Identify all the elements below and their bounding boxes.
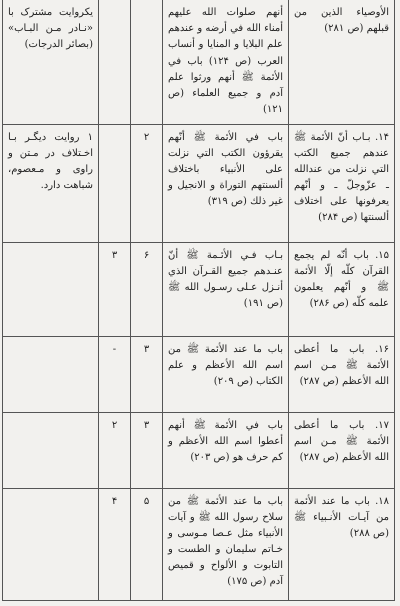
chapter-title-cell: ۱۵. باب أنّه لم يجمع القرآن كلّه إلّا الأئمة ﷺ و أنّهم يعلمون علمه كلّه (ص ۲۸۶) <box>289 242 395 336</box>
note-cell: یکروایت مشترک با «نـادر مـن البـاب» (بصائر الدرجات) <box>3 0 99 124</box>
count-cell: ۳ <box>131 336 163 412</box>
count2-cell <box>99 124 131 242</box>
count2-cell: ۲ <box>99 412 131 488</box>
comparison-table <box>2 0 395 601</box>
table-row <box>3 242 395 336</box>
content-cell: باب ما عند الأئمة ﷺ من سلاح رسول الله ﷺ و آيات الأنبياء مثل عـصا مـوسى و خـاتم سليمان و الطست و التابوت و الألواح و قميص آدم (ص ۱۷۵) <box>163 488 289 600</box>
content-cell: أنهم صلوات الله عليهم أمناء الله في أرضه و عندهم علم البلايا و المنايا و أنساب العرب (ص ۱۲۴) باب في الأئمة ﷺ أنهم ورثوا علم آدم و جميع العلماء (ص ۱۲۱) <box>163 0 289 124</box>
count2-cell: ۴ <box>99 488 131 600</box>
count-cell: ۳ <box>131 412 163 488</box>
chapter-title-cell: ۱۴. بـاب أنّ الأئمة ﷺ عندهم جميع الكتب التي نزلت من عندالله ـ عزّوجلّ ـ و أنّهم يعرفونها على اختلاف ألسنتها (ص ۲۸۴) <box>289 124 395 242</box>
count-cell: ۶ <box>131 242 163 336</box>
chapter-title-cell: ۱۸. باب ما عند الأئمة من آيـات الأنـبياء ﷺ (ص ۲۸۸) <box>289 488 395 600</box>
note-cell <box>3 488 99 600</box>
chapter-title-cell: ۱۷. باب ما أعطى الأئمة ﷺ مـن اسم الله الأعظم (ص ۲۸۷) <box>289 412 395 488</box>
content-cell: بـاب فـي الأئـمة ﷺ أنّ عنـدهم جميع القـرآن الذي أنـزل عـلى رسـول الله ﷺ (ص ۱۹۱) <box>163 242 289 336</box>
table-row <box>3 488 395 600</box>
count2-cell <box>99 0 131 124</box>
table-row <box>3 124 395 242</box>
table-row <box>3 0 395 124</box>
count-cell <box>131 0 163 124</box>
note-cell <box>3 336 99 412</box>
count-cell: ۵ <box>131 488 163 600</box>
content-cell: باب في الأئمة ﷺ أنهم أعطوا اسم الله الأعظم و كم حرف هو (ص ۲۰۳) <box>163 412 289 488</box>
count2-cell: - <box>99 336 131 412</box>
table-row <box>3 412 395 488</box>
note-cell: ۱ روایت دیگـر بـا اخـتلاف در مـتن و راوی و مـعصوم، شباهت دارد. <box>3 124 99 242</box>
chapter-title-cell: ۱۶. باب ما أعطى الأئمة ﷺ مـن اسم الله الأعظم (ص ۲۸۷) <box>289 336 395 412</box>
content-cell: باب ما عند الأئمة ﷺ من اسم الله الأعظم و علم الكتاب (ص ۲۰۹) <box>163 336 289 412</box>
count2-cell: ۳ <box>99 242 131 336</box>
note-cell <box>3 242 99 336</box>
note-cell <box>3 412 99 488</box>
chapter-title-cell: الأوصياء الذين من قبلهم (ص ۲۸۱) <box>289 0 395 124</box>
count-cell: ۲ <box>131 124 163 242</box>
table-row <box>3 336 395 412</box>
content-cell: باب في الأئمة ﷺ أنّهم يقرؤون الكتب التي نزلت على الأنبياء باختلاف ألسنتهم التوراة و الانجيل و غير ذلك (ص ۳۱۹) <box>163 124 289 242</box>
